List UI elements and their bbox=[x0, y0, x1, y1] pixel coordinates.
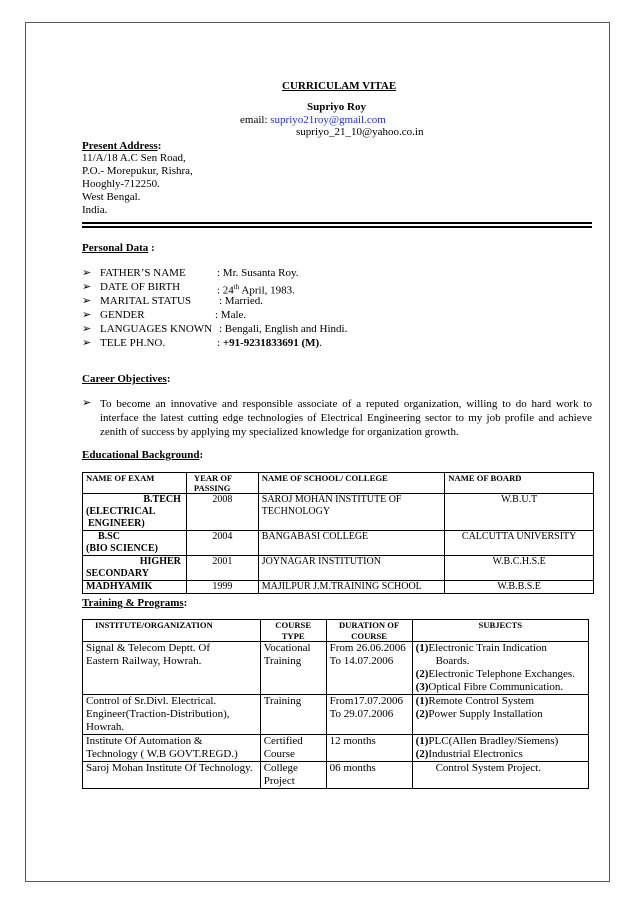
year-cell: 2001 bbox=[186, 556, 258, 581]
training-heading-text: Training & Programs bbox=[82, 597, 184, 609]
dob-day: : 24 bbox=[217, 284, 234, 297]
address-block bbox=[82, 152, 193, 217]
personal-heading-colon: : bbox=[148, 242, 155, 254]
type-line: Course bbox=[263, 748, 295, 760]
email-secondary: supriyo_21_10@yahoo.co.in bbox=[296, 126, 424, 138]
table-row bbox=[83, 494, 594, 531]
subject-item bbox=[416, 668, 585, 681]
column-header: SUBJECTS bbox=[412, 620, 588, 642]
email-link-gmail[interactable]: supriyo21roy@gmail.com bbox=[270, 114, 386, 126]
subject-text: Remote Control System bbox=[428, 695, 535, 707]
duration-line: To 14.07.2006 bbox=[329, 655, 394, 667]
subjects-cell bbox=[412, 735, 588, 762]
institute-line: Howrah. bbox=[86, 721, 125, 733]
field-label: MARITAL STATUS bbox=[100, 295, 192, 307]
subject-text: PLC(Allen Bradley/Siemens) bbox=[428, 735, 559, 747]
table-row bbox=[83, 735, 589, 762]
arrow-bullet-icon: ➢ bbox=[82, 267, 92, 279]
type-line: Vocational bbox=[263, 642, 311, 654]
table-header-row bbox=[83, 473, 594, 494]
table-row bbox=[83, 642, 589, 695]
cv-title: CURRICULAM VITAE bbox=[282, 80, 397, 92]
duration-cell: 06 months bbox=[326, 762, 412, 789]
training-heading bbox=[82, 597, 187, 610]
subject-item bbox=[416, 735, 585, 748]
board-cell: W.B.B.S.E bbox=[445, 581, 594, 594]
subject-number: (1) bbox=[415, 735, 429, 747]
field-label: GENDER bbox=[100, 309, 145, 321]
address-heading-text: Present Address bbox=[82, 140, 158, 152]
course-type-cell bbox=[260, 735, 326, 762]
institute-line: Control of Sr.Divl. Electrical. bbox=[86, 695, 217, 707]
type-line: Training bbox=[263, 655, 302, 667]
arrow-bullet-icon: ➢ bbox=[82, 323, 92, 335]
subject-number: (3) bbox=[415, 681, 429, 693]
table-row bbox=[83, 581, 594, 594]
field-value: : Bengali, English and Hindi. bbox=[219, 323, 348, 335]
dob-suffix: th bbox=[233, 283, 240, 291]
institute-line: Institute Of Automation & bbox=[86, 735, 203, 747]
subject-number: (2) bbox=[415, 708, 429, 720]
field-value: : Married. bbox=[219, 295, 263, 307]
field-label: FATHER’S NAME bbox=[100, 267, 186, 279]
address-heading-colon: : bbox=[157, 140, 162, 152]
table-row bbox=[83, 695, 589, 735]
table-row bbox=[83, 762, 589, 789]
exam-cell bbox=[83, 556, 187, 581]
subject-item bbox=[416, 695, 585, 708]
subject-number: (2) bbox=[415, 668, 429, 680]
subject-item bbox=[416, 642, 585, 655]
institute-cell bbox=[83, 642, 261, 695]
exam-line: ENGINEER) bbox=[88, 518, 145, 529]
type-line: College bbox=[263, 762, 298, 774]
training-table bbox=[82, 619, 589, 789]
school-cell: BANGABASI COLLEGE bbox=[258, 531, 445, 556]
address-line: West Bengal. bbox=[82, 191, 141, 203]
subject-item bbox=[416, 655, 585, 668]
year-cell: 1999 bbox=[186, 581, 258, 594]
subjects-cell bbox=[412, 762, 588, 789]
duration-line: From 26.06.2006 bbox=[329, 642, 406, 654]
subject-text: Electronic Train Indication bbox=[428, 642, 547, 654]
institute-line: Technology ( W.B GOVT.REGD.) bbox=[86, 748, 238, 760]
exam-cell bbox=[83, 531, 187, 556]
email-label: email: bbox=[240, 114, 268, 126]
exam-line: B.SC bbox=[98, 531, 120, 542]
institute-cell bbox=[83, 735, 261, 762]
field-label: TELE PH.NO. bbox=[100, 337, 166, 349]
education-table bbox=[82, 472, 594, 594]
course-type-cell: Training bbox=[260, 695, 326, 735]
board-cell: CALCUTTA UNIVERSITY bbox=[445, 531, 594, 556]
personal-heading bbox=[82, 242, 155, 255]
education-heading-colon: : bbox=[199, 449, 204, 461]
year-cell: 2008 bbox=[186, 494, 258, 531]
subject-text: Electronic Telephone Exchanges. bbox=[428, 668, 575, 680]
type-line: Project bbox=[263, 775, 295, 787]
career-heading-text: Career Objectives bbox=[82, 373, 167, 385]
duration-cell bbox=[326, 642, 412, 695]
column-header: YEAR OF PASSING bbox=[186, 473, 258, 494]
career-heading bbox=[82, 373, 170, 386]
board-cell: W.B.C.H.S.E bbox=[445, 556, 594, 581]
field-label: LANGUAGES KNOWN bbox=[100, 323, 213, 335]
institute-cell bbox=[83, 695, 261, 735]
board-cell: W.B.U.T bbox=[445, 494, 594, 531]
column-header: INSTITUTE/ORGANIZATION bbox=[83, 620, 261, 642]
arrow-bullet-icon: ➢ bbox=[82, 281, 92, 293]
subjects-cell bbox=[412, 695, 588, 735]
phone-period: . bbox=[319, 337, 322, 349]
arrow-bullet-icon: ➢ bbox=[82, 337, 92, 349]
exam-cell: MADHYAMIK bbox=[83, 581, 187, 594]
subjects-cell bbox=[412, 642, 588, 695]
subject-text: Optical Fibre Communication. bbox=[428, 681, 564, 693]
arrow-bullet-icon: ➢ bbox=[82, 309, 92, 321]
institute-line: Signal & Telecom Deptt. Of bbox=[86, 642, 210, 654]
exam-line: (ELECTRICAL bbox=[86, 506, 156, 517]
institute-line: Eastern Railway, Howrah. bbox=[86, 655, 202, 667]
career-heading-colon: : bbox=[166, 373, 171, 385]
column-header: NAME OF SCHOOL/ COLLEGE bbox=[258, 473, 445, 494]
address-line: Hooghly-712250. bbox=[82, 178, 160, 190]
dob-month-year: April, 1983. bbox=[239, 284, 295, 297]
table-row bbox=[83, 556, 594, 581]
personal-heading-text: Personal Data bbox=[82, 242, 149, 254]
duration-cell bbox=[326, 695, 412, 735]
table-row bbox=[83, 531, 594, 556]
institute-line: Engineer(Traction-Distribution), bbox=[86, 708, 230, 720]
divider-bottom bbox=[82, 226, 592, 228]
arrow-bullet-icon: ➢ bbox=[82, 295, 92, 307]
duration-cell: 12 months bbox=[326, 735, 412, 762]
school-cell bbox=[258, 494, 445, 531]
candidate-name: Supriyo Roy bbox=[307, 101, 366, 113]
subject-text: Boards. bbox=[435, 655, 470, 667]
field-value: : Mr. Susanta Roy. bbox=[217, 267, 299, 279]
address-line: P.O.- Morepukur, Rishra, bbox=[82, 165, 193, 177]
type-line: Certified bbox=[263, 735, 303, 747]
subject-number: (1) bbox=[415, 695, 429, 707]
exam-line: (BIO SCIENCE) bbox=[86, 543, 158, 554]
duration-line: From17.07.2006 bbox=[329, 695, 403, 707]
subject-text: Industrial Electronics bbox=[428, 748, 523, 760]
subject-number: (1) bbox=[415, 642, 429, 654]
phone-number: +91-9231833691 (M) bbox=[222, 337, 320, 349]
address-line: 11/A/18 A.C Sen Road, bbox=[82, 152, 186, 164]
field-label: DATE OF BIRTH bbox=[100, 281, 181, 293]
field-value: : Male. bbox=[215, 309, 247, 321]
subject-text: Power Supply Installation bbox=[428, 708, 543, 720]
subject-item bbox=[416, 748, 585, 761]
column-header: DURATION OF COURSE bbox=[326, 620, 412, 642]
column-header: NAME OF BOARD bbox=[445, 473, 594, 494]
subject-text: Control System Project. bbox=[435, 762, 541, 774]
education-heading-text: Educational Background bbox=[82, 449, 200, 461]
school-line: TECHNOLOGY bbox=[261, 506, 331, 517]
arrow-bullet-icon: ➢ bbox=[82, 397, 92, 409]
career-objective-text: To become an innovative and responsible associate of a reputed organization, willing to do hard work to interface the latest cutting edge technologies of Electrical Engineering sector to my job profile and achieve zenith of success by applying my specialized knowledge for organization growth. bbox=[100, 398, 592, 438]
course-type-cell bbox=[260, 762, 326, 789]
subject-number: (2) bbox=[415, 748, 429, 760]
column-header: COURSE TYPE bbox=[260, 620, 326, 642]
divider-top bbox=[82, 222, 592, 224]
exam-cell bbox=[83, 494, 187, 531]
course-type-cell bbox=[260, 642, 326, 695]
year-cell: 2004 bbox=[186, 531, 258, 556]
school-cell: MAJILPUR J.M.TRAINING SCHOOL bbox=[258, 581, 445, 594]
exam-line: B.TECH bbox=[143, 494, 181, 505]
phone-prefix: : bbox=[217, 337, 223, 349]
education-heading bbox=[82, 449, 203, 462]
subject-item bbox=[416, 708, 585, 721]
subject-item bbox=[416, 681, 585, 694]
table-header-row bbox=[83, 620, 589, 642]
institute-cell: Saroj Mohan Institute Of Technology. bbox=[83, 762, 261, 789]
exam-line: SECONDARY bbox=[86, 568, 149, 579]
field-value bbox=[217, 336, 322, 350]
duration-line: To 29.07.2006 bbox=[329, 708, 394, 720]
address-line: India. bbox=[82, 204, 108, 216]
school-cell: JOYNAGAR INSTITUTION bbox=[258, 556, 445, 581]
exam-line: HIGHER bbox=[139, 556, 181, 567]
training-heading-colon: : bbox=[183, 597, 188, 609]
column-header: NAME OF EXAM bbox=[83, 473, 187, 494]
school-line: SAROJ MOHAN INSTITUTE OF bbox=[261, 494, 402, 505]
